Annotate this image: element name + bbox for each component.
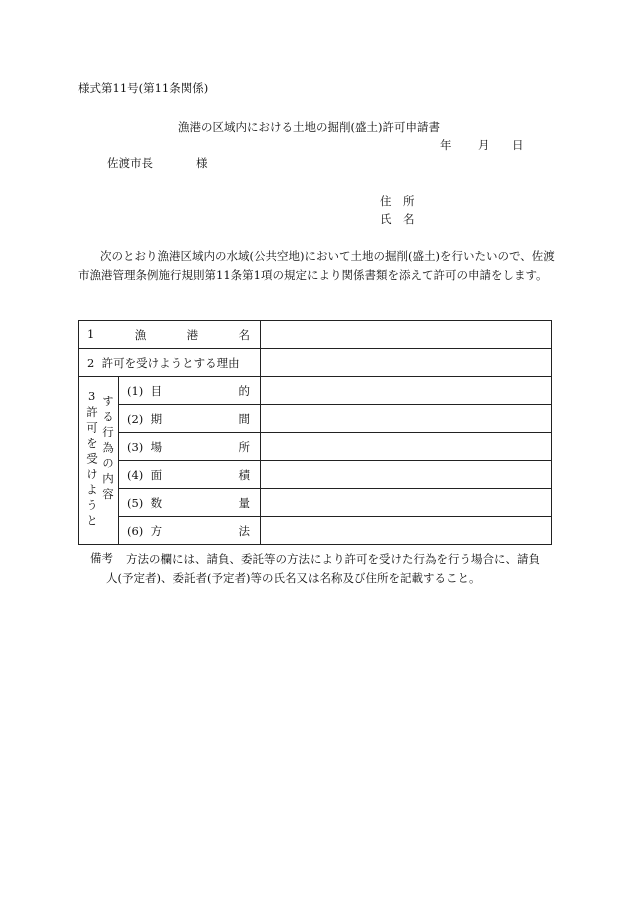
table-row <box>79 377 552 405</box>
item-char: 面 <box>150 467 163 482</box>
date-year-label: 年 <box>440 138 452 152</box>
reason-field[interactable] <box>261 349 552 377</box>
location-field[interactable] <box>261 433 552 461</box>
item-purpose-label <box>119 377 261 405</box>
item-char: 法 <box>238 523 251 538</box>
activity-label-right-col: する行為の内容 <box>101 395 115 504</box>
harbor-name-field[interactable] <box>261 321 552 349</box>
table-row <box>79 517 552 545</box>
row-number: 3 <box>88 389 96 403</box>
table-row <box>79 433 552 461</box>
label-char: 名 <box>238 327 250 342</box>
item-number: (5) <box>127 495 144 510</box>
date-day-label: 日 <box>512 138 524 152</box>
item-area-label <box>119 461 261 489</box>
area-field[interactable] <box>261 461 552 489</box>
purpose-field[interactable] <box>261 377 552 405</box>
label-char: 港 <box>186 327 199 342</box>
reason-label <box>79 349 261 377</box>
activity-label-left-col: 許可を受けようと <box>85 406 99 530</box>
reason-label-text: 許可を受けようとする理由 <box>101 355 240 370</box>
applicant-address-label: 住 所 <box>380 194 415 208</box>
document-title: 漁港の区域内における土地の掘削(盛土)許可申請書 <box>178 120 440 134</box>
label-char: 漁 <box>134 327 147 342</box>
addressee-name: 佐渡市長 <box>107 156 153 170</box>
activity-content-label <box>79 377 119 545</box>
item-char: 積 <box>238 467 251 482</box>
method-field[interactable] <box>261 517 552 545</box>
application-table <box>78 320 552 545</box>
item-number: (1) <box>127 383 144 398</box>
body-text: 次のとおり漁港区域内の水域(公共空地)において土地の掘削(盛土)を行いたいので、佐渡市漁港管理条例施行規則第11条第1項の規定により関係書類を添えて許可の申請をします。 <box>78 249 555 282</box>
harbor-name-label <box>79 321 261 349</box>
item-char: 量 <box>238 495 251 510</box>
item-char: 所 <box>238 439 251 454</box>
item-method-label <box>119 517 261 545</box>
item-char: 間 <box>238 411 251 426</box>
item-char: 数 <box>150 495 163 510</box>
table-row <box>79 489 552 517</box>
item-number: (6) <box>127 523 144 538</box>
item-char: 的 <box>238 383 251 398</box>
table-row <box>79 405 552 433</box>
item-period-label <box>119 405 261 433</box>
note-label: 備考 <box>90 551 113 565</box>
row-number: 1 <box>87 326 95 341</box>
item-quantity-label <box>119 489 261 517</box>
table-row <box>79 321 552 349</box>
item-char: 目 <box>150 383 163 398</box>
item-char: 期 <box>150 411 163 426</box>
note-line-1: 方法の欄には、請負、委託等の方法により許可を受けた行為を行う場合に、請負 <box>126 552 540 566</box>
row-number: 2 <box>87 355 95 370</box>
date-month-label: 月 <box>478 138 490 152</box>
note-text <box>106 550 554 588</box>
form-number: 様式第11号(第11条関係) <box>78 81 209 95</box>
item-location-label <box>119 433 261 461</box>
addressee-honorific: 様 <box>196 156 208 170</box>
quantity-field[interactable] <box>261 489 552 517</box>
item-char: 場 <box>150 439 163 454</box>
item-char: 方 <box>150 523 163 538</box>
item-number: (3) <box>127 439 144 454</box>
table-row <box>79 461 552 489</box>
note-line-2: 人(予定者)、委託者(予定者)等の氏名又は名称及び住所を記載すること。 <box>106 571 481 585</box>
item-number: (4) <box>127 467 144 482</box>
table-row <box>79 349 552 377</box>
applicant-name-label: 氏 名 <box>380 212 415 226</box>
period-field[interactable] <box>261 405 552 433</box>
item-number: (2) <box>127 411 144 426</box>
